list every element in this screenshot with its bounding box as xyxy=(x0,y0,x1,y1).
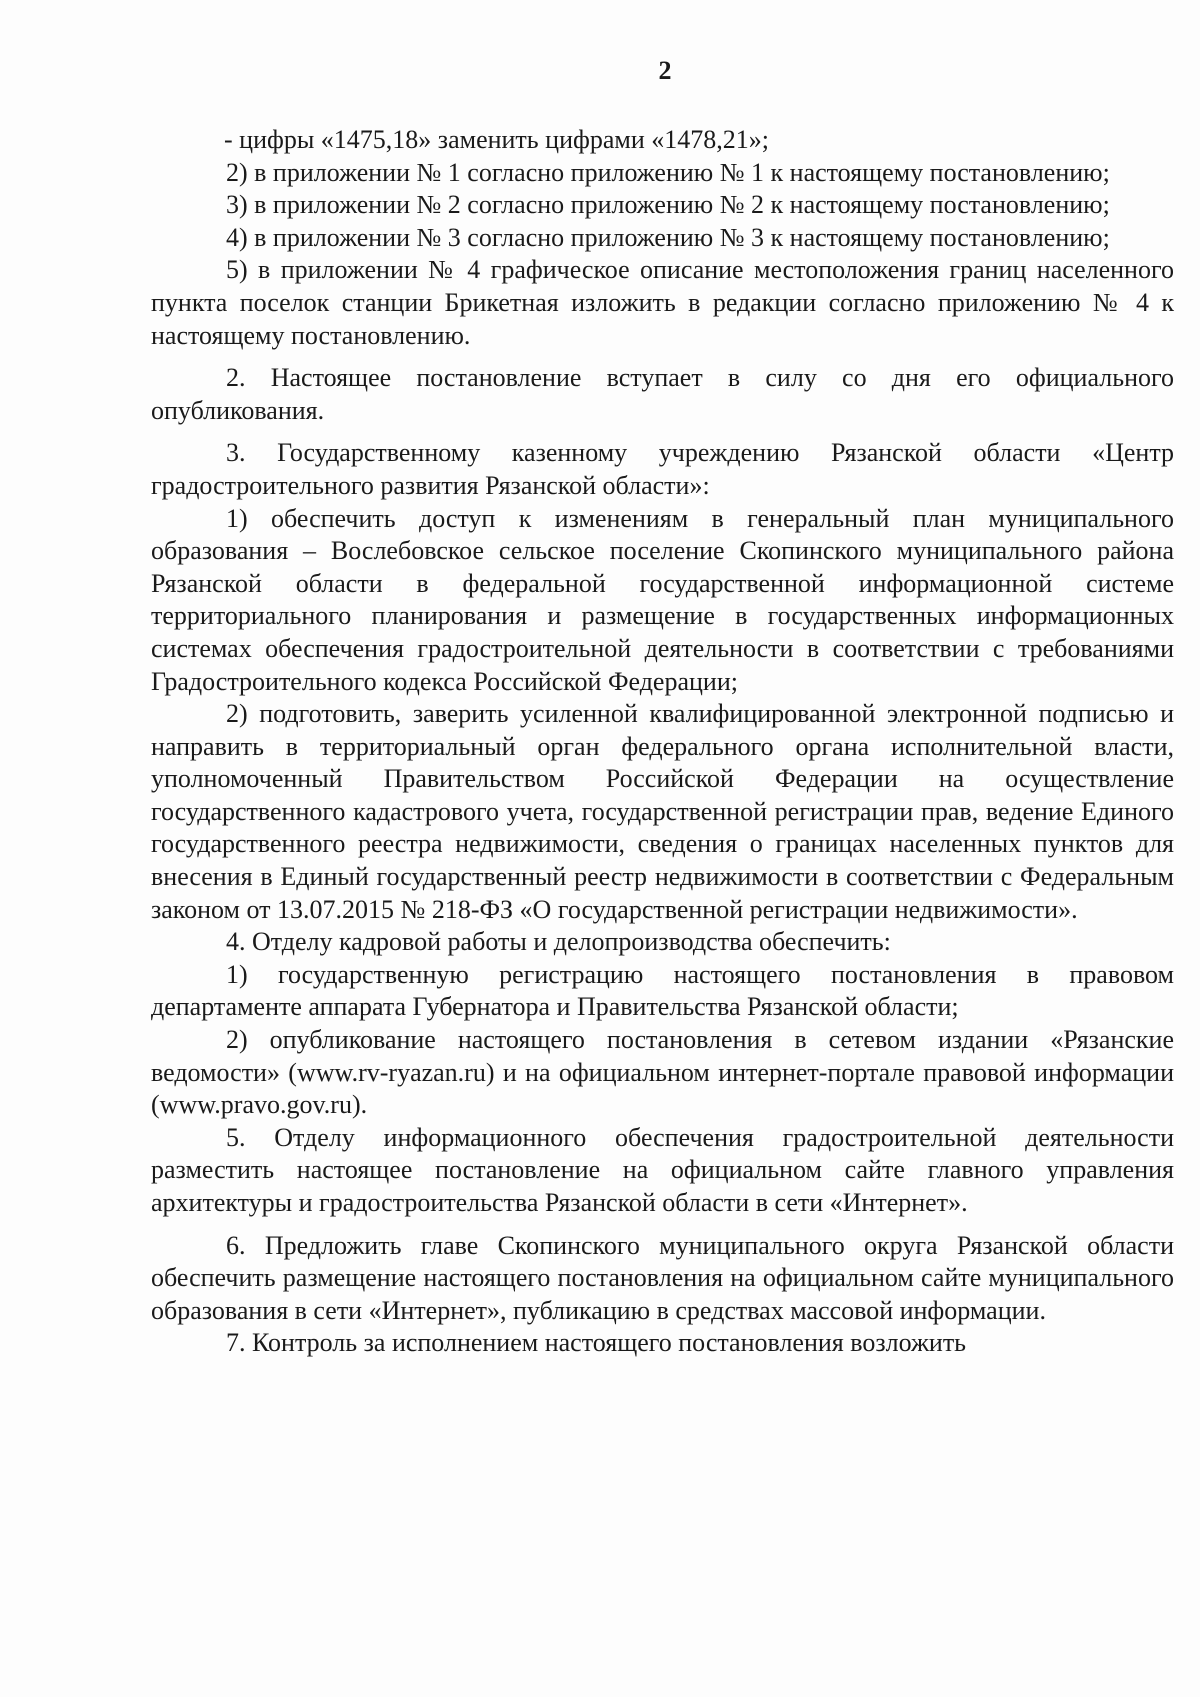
paragraph-appendix-3: 4) в приложении № 3 согласно приложению № 3 к настоящему постановлению; xyxy=(226,222,1110,252)
paragraph-item-7-control: 7. Контроль за исполнением настоящего постановления возложить xyxy=(226,1328,967,1358)
paragraph-item-6-municipal: 6. Предложить главе Скопинского муниципального округа Рязанской области обеспечить размещение настоящего постановления на официальном сайте муниципального образования в сети «Интернет», публикацию в средствах массовой информации. xyxy=(151,1230,1174,1325)
paragraph-item-4-personnel: 4. Отделу кадровой работы и делопроизводства обеспечить: xyxy=(226,927,891,957)
paragraph-appendix-4: 5) в приложении № 4 графическое описание местоположения границ населенного пункта поселок станции Брикетная изложить в редакции согласно приложению № 4 к настоящему постановлению. xyxy=(151,255,1174,350)
paragraph-item-4-1-registration: 1) государственную регистрацию настоящего постановления в правовом департаменте аппарата Губернатора и Правительства Рязанской области; xyxy=(151,959,1174,1022)
page-number: 2 xyxy=(658,56,672,85)
paragraph-item-2-effective: 2. Настоящее постановление вступает в силу со дня его официального опубликования. xyxy=(151,363,1174,425)
paragraph-item-3-institution: 3. Государственному казенному учреждению Рязанской области «Центр градостроительного развития Рязанской области»: xyxy=(151,438,1174,500)
paragraph-appendix-1: 2) в приложении № 1 согласно приложению № 1 к настоящему постановлению; xyxy=(226,157,1110,187)
paragraph-item-4-2-publication: 2) опубликование настоящего постановления в сетевом издании «Рязанские ведомости» (www.rv-ryazan.ru) и на официальном интернет-портале правовой информации (www.pravo.gov.ru). xyxy=(151,1025,1174,1120)
paragraph-appendix-2: 3) в приложении № 2 согласно приложению № 2 к настоящему постановлению; xyxy=(226,190,1110,220)
paragraph-replace-figures: - цифры «1475,18» заменить цифрами «1478,21»; xyxy=(224,125,769,154)
paragraph-item-3-1-access: 1) обеспечить доступ к изменениям в генеральный план муниципального образования – Вослебовское сельское поселение Скопинского муниципального района Рязанской области в федеральной государственной информационной системе территориального планирования и размещение в государственных информационных системах обеспечения градостроительной деятельности в соответствии с требованиями Градостроительного кодекса Российской Федерации; xyxy=(151,503,1174,696)
document-body xyxy=(151,124,1174,1360)
paragraph-item-5-information: 5. Отделу информационного обеспечения градостроительной деятельности разместить настоящее постановление на официальном сайте главного управления архитектуры и градостроительства Рязанской области в сети «Интернет». xyxy=(151,1122,1174,1217)
paragraph-item-3-2-prepare: 2) подготовить, заверить усиленной квалифицированной электронной подписью и направить в территориальный орган федерального органа исполнительной власти, уполномоченный Правительством Российской Федерации на осуществление государственного кадастрового учета, государственной регистрации прав, ведение Единого государственного реестра недвижимости, сведения о границах населенных пунктов для внесения в Единый государственный реестр недвижимости в соответствии с Федеральным законом от 13.07.2015 № 218-ФЗ «О государственной регистрации недвижимости». xyxy=(151,699,1174,924)
